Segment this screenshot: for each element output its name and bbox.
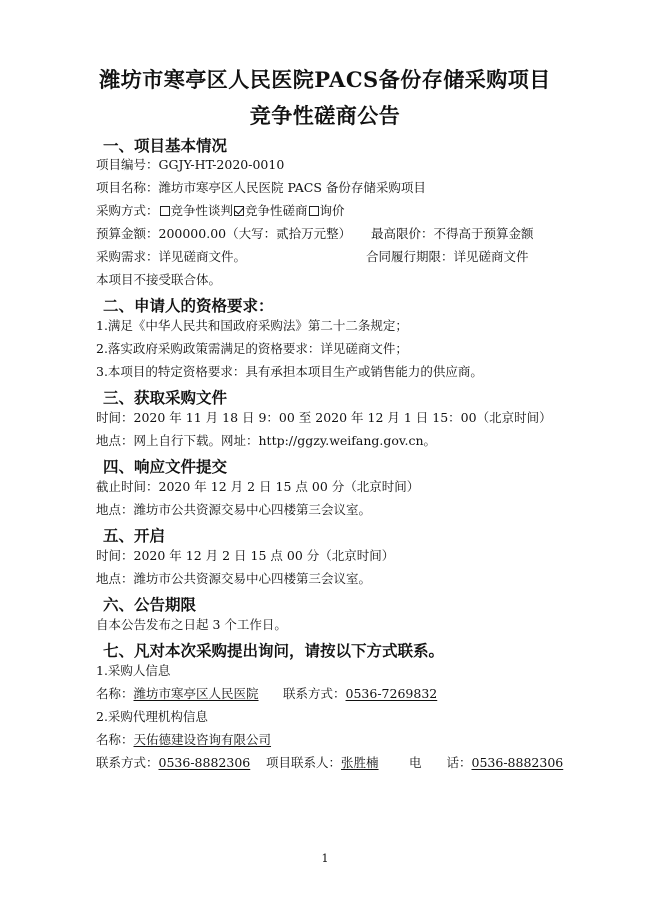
- checkbox-unchecked-icon: [160, 206, 170, 216]
- opening-place: 地点：潍坊市公共资源交易中心四楼第三会议室。: [96, 571, 372, 586]
- agent-contact-line: [96, 755, 250, 771]
- section-heading-contact: 七、凡对本次采购提出询问，请按以下方式联系。: [103, 641, 445, 660]
- submission-place: 地点：潍坊市公共资源交易中心四楼第三会议室。: [96, 502, 372, 517]
- page-number: 1: [321, 852, 329, 865]
- agent-phone-number: 0536-8882306: [471, 755, 564, 770]
- procurement-demand: 采购需求：详见磋商文件。: [96, 249, 247, 264]
- agent-name: 天佑德建设咨询有限公司: [133, 732, 272, 747]
- agent-person-name: 张胜楠: [341, 755, 379, 770]
- procurement-method: [96, 203, 345, 219]
- section-heading-qualification: 二、申请人的资格要求：: [103, 296, 274, 315]
- buyer-contact: [283, 686, 437, 702]
- agent-phone-line: [409, 755, 563, 771]
- project-number: 项目编号：GGJY-HT-2020-0010: [96, 157, 285, 172]
- agent-name-line: [96, 732, 271, 748]
- buyer-name-label: 名称：: [96, 686, 134, 701]
- obtain-time: 时间：2020 年 11 月 18 日 9：00 至 2020 年 12 月 1 日 15：00（北京时间）: [96, 410, 552, 425]
- agent-phone-label: 电 话：: [409, 755, 472, 770]
- contract-period: 合同履行期限：详见磋商文件: [366, 249, 529, 264]
- document-title: 潍坊市寒亭区人民医院PACS备份存储采购项目: [99, 67, 551, 92]
- checkbox-checked-icon: [234, 206, 244, 216]
- method-option-consultation: 竞争性磋商: [245, 203, 308, 218]
- requirement-2: 2.落实政府采购政策需满足的资格要求：详见磋商文件；: [96, 341, 408, 356]
- opening-time: 时间：2020 年 12 月 2 日 15 点 00 分（北京时间）: [96, 548, 395, 563]
- announcement-period: 自本公告发布之日起 3 个工作日。: [96, 617, 287, 632]
- method-option-inquiry: 询价: [319, 203, 345, 218]
- agent-person-label: 项目联系人：: [266, 755, 342, 770]
- consortium-note: 本项目不接受联合体。: [96, 272, 222, 287]
- buyer-name: 潍坊市寒亭区人民医院: [133, 686, 259, 701]
- requirement-3: 3.本项目的特定资格要求：具有承担本项目生产或销售能力的供应商。: [96, 364, 483, 379]
- procurement-method-label: 采购方式：: [96, 203, 159, 218]
- buyer-info-title: 1.采购人信息: [96, 663, 171, 678]
- document-subtitle: 竞争性磋商公告: [249, 103, 401, 128]
- section-heading-obtain-docs: 三、获取采购文件: [103, 388, 228, 407]
- buyer-contact-label: 联系方式：: [283, 686, 346, 701]
- checkbox-unchecked-icon: [309, 206, 319, 216]
- budget-amount: 预算金额：200000.00（大写：贰拾万元整）: [96, 226, 352, 241]
- buyer-info: [96, 686, 259, 702]
- buyer-contact-number: 0536-7269832: [345, 686, 438, 701]
- project-name: 项目名称：潍坊市寒亭区人民医院 PACS 备份存储采购项目: [96, 180, 426, 195]
- section-heading-submission: 四、响应文件提交: [103, 457, 228, 476]
- section-heading-announcement-period: 六、公告期限: [103, 595, 197, 614]
- requirement-1: 1.满足《中华人民共和国政府采购法》第二十二条规定；: [96, 318, 408, 333]
- agent-name-label: 名称：: [96, 732, 134, 747]
- section-heading-opening: 五、开启: [103, 526, 166, 545]
- section-heading-basic-info: 一、项目基本情况: [103, 136, 228, 155]
- method-option-negotiation: 竞争性谈判: [170, 203, 234, 218]
- agent-contact-number: 0536-8882306: [158, 755, 251, 770]
- agent-contact-label: 联系方式：: [96, 755, 159, 770]
- obtain-place: 地点：网上自行下载。网址：http://ggzy.weifang.gov.cn。: [96, 433, 437, 448]
- agent-person-line: [266, 755, 379, 771]
- agent-info-title: 2.采购代理机构信息: [96, 709, 208, 724]
- submission-deadline: 截止时间：2020 年 12 月 2 日 15 点 00 分（北京时间）: [96, 479, 420, 494]
- max-price: 最高限价：不得高于预算金额: [371, 226, 534, 241]
